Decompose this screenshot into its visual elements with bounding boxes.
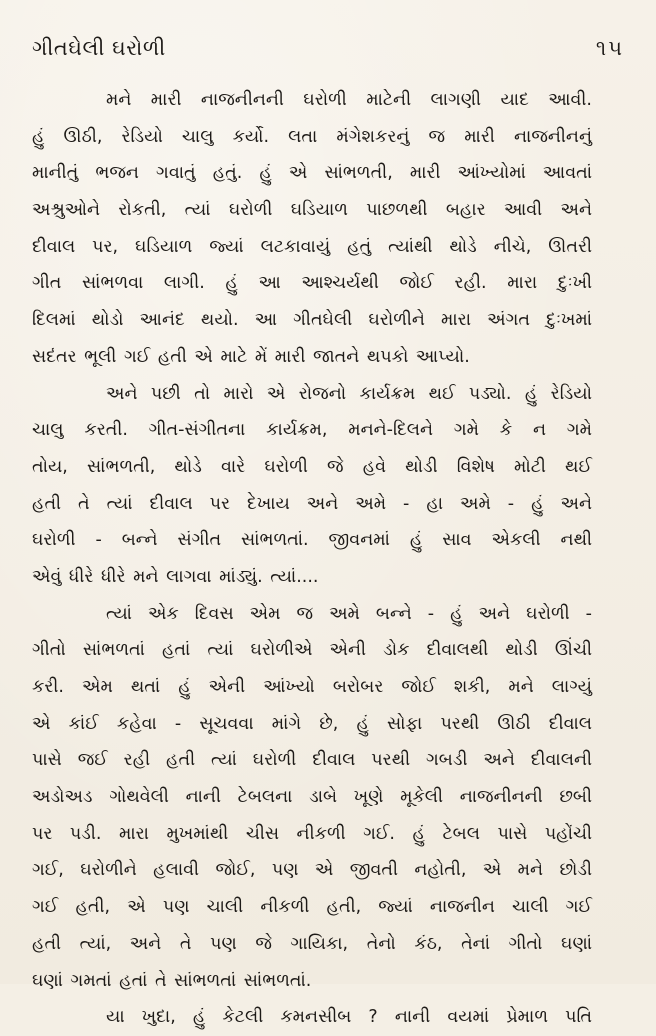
text-line: ગઈ, ઘરોળીને હલાવી જોઈ, પણ એ જીવતી નહોતી, એ મને છોડી — [32, 860, 592, 881]
text-line: એવું ધીરે ધીરે મને લાગવા માંડ્યું. ત્યાં.... — [32, 566, 319, 587]
text-line: એ કાંઈ કહેવા - સૂચવવા માંગે છે, હું સોફા પરથી ઊઠી દીવાલ — [32, 713, 592, 734]
text-line: હું ઊઠી, રેડિયો ચાલુ કર્યો. લતા મંગેશકરનું જ મારી નાજનીનનું — [32, 126, 592, 147]
body-text — [32, 82, 592, 1036]
text-line: ઘણાં ગમતાં હતાં તે સાંભળતાં સાંભળતાં. — [32, 970, 312, 991]
text-line: યા ખુદા, હું કેટલી કમનસીબ ? નાની વયમાં પ્રેમાળ પતિ — [106, 1007, 592, 1028]
text-line: હતી ત્યાં, અને તે પણ જે ગાયિકા, તેનો કંઠ, તેનાં ગીતો ઘણાં — [32, 933, 592, 954]
text-line: પાસે જઈ રહી હતી ત્યાં ઘરોળી દીવાલ પરથી ગબડી અને દીવાલની — [32, 750, 592, 771]
text-line: દિલમાં થોડો આનંદ થયો. આ ગીતઘેલી ઘરોળીને મારા અંગત દુઃખમાં — [32, 310, 592, 331]
text-line: અડોઅડ ગોથવેલી નાની ટેબલના ડાબે ખૂણે મૂકેલી નાજનીનની છબી — [32, 787, 592, 808]
text-line: કરી. એમ થતાં હું એની આંખ્યો બરોબર જોઈ શકી, મને લાગ્યું — [32, 677, 592, 697]
running-title: ગીતઘેલી ઘરોળી — [32, 36, 166, 60]
text-line: ચાલુ કરતી. ગીત-સંગીતના કાર્યક્રમ, મનને-દિલને ગમે કે ન ગમે — [32, 420, 592, 441]
text-line: ગીતો સાંભળતાં હતાં ત્યાં ઘરોળીએ એની ડોક દીવાલથી થોડી ઊંચી — [32, 640, 592, 661]
page-header — [32, 34, 624, 64]
text-line: પર પડી. મારા મુખમાંથી ચીસ નીકળી ગઈ. હું ટેબલ પાસે પહોંચી — [32, 823, 592, 844]
text-line: ગીત સાંભળવા લાગી. હું આ આશ્ચર્યથી જોઈ રહી. મારા દુઃખી — [32, 273, 592, 294]
text-line: મને મારી નાજનીનની ઘરોળી માટેની લાગણી યાદ આવી. — [106, 90, 592, 110]
text-line: તોય, સાંભળતી, થોડે વારે ઘરોળી જે હવે થોડી વિશેષ મોટી થઈ — [32, 456, 592, 477]
text-line: માનીતું ભજન ગવાતું હતું. હું એ સાંભળતી, મારી આંખ્યોમાં આવતાં — [32, 163, 592, 184]
text-line: હતી તે ત્યાં દીવાલ પર દેખાય અને અમે - હા અમે - હું અને — [32, 493, 592, 514]
text-line: અશ્રુઓને રોકતી, ત્યાં ઘરોળી ઘડિયાળ પાછળથી બહાર આવી અને — [32, 200, 592, 221]
text-line: ઘરોળી - બન્ને સંગીત સાંભળતાં. જીવનમાં હું સાવ એકલી નથી — [32, 530, 592, 551]
text-line: દીવાલ પર, ઘડિયાળ જ્યાં લટકાવાયું હતું ત્યાંથી થોડે નીચે, ઊતરી — [32, 236, 592, 257]
page-number: ૧૫ — [595, 36, 624, 60]
text-line: અને પછી તો મારો એ રોજનો કાર્યક્રમ થઈ પડ્યો. હું રેડિયો — [106, 383, 592, 404]
text-line: ત્યાં એક દિવસ એમ જ અમે બન્ને - હું અને ઘરોળી - — [106, 603, 592, 624]
text-line: સદંતર ભૂલી ગઈ હતી એ માટે મેં મારી જાતને થપકો આપ્યો. — [32, 346, 470, 367]
text-line: ગઈ હતી, એ પણ ચાલી નીકળી હતી, જ્યાં નાજનીન ચાલી ગઈ — [32, 897, 592, 918]
